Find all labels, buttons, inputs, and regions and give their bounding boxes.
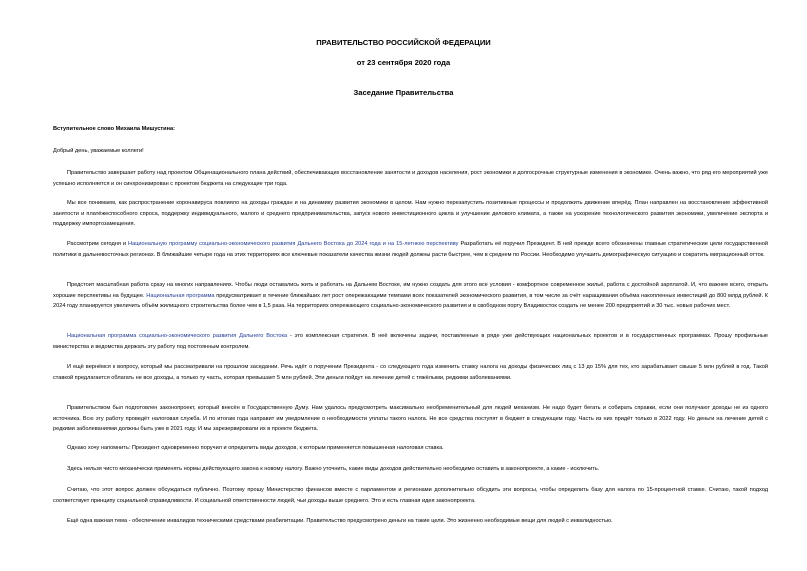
paragraph-5-text: - это комплексная стратегия. В неё включены задачи, поставленные в ряде уже действующих национальных проектов и в государственных программах. Прошу профильные министерства и ведомства держать эту работу под постоянным контролем.: [53, 333, 768, 350]
paragraph-11: Ещё одна важная тема - обеспечение инвалидов техническими средствами реабилитации. Правительство предусмотрено деньги на такие цели. Это жизненно необходимые вещи для людей с инвалидностью.: [67, 518, 613, 524]
document-date: от 23 сентября 2020 года: [356, 58, 451, 67]
government-title: ПРАВИТЕЛЬСТВО РОССИЙСКОЙ ФЕДЕРАЦИИ: [316, 38, 491, 47]
greeting: Добрый день, уважаемые коллеги!: [53, 148, 144, 154]
paragraph-4-text-end: предусматривает в течение ближайших лет рост опережающими темпами всех показателей экономического развития, в том числе за счёт наращивания объёма накопленных инвестиций до 800 млрд рублей. К 2024 году планируется увеличить объём жилищного строительства более чем в 1,5 раза. На территориях опережающего социально-экономического развития и в свободном порту Владивосток создать не менее 200 предприятий и 30 тыс. новых рабочих мест.: [53, 292, 768, 309]
speech-lead: Вступительное слово Михаила Мишустина:: [53, 126, 175, 132]
paragraph-10: Считаю, что этот вопрос должен обсуждаться публично. Поэтому прошу Министерство финансов вместе с парламентом и регионами дополнительно обсудить эти вопросы, чтобы определить базу для налога по 15-процентной ставке. Считаю, такой подход соответствует принципу социальной справедливости. И социальной ответственности людей, чьи доходы выше среднего. Это и есть главная идея законопроекта.: [53, 487, 768, 504]
paragraph-3-text-start: Рассмотрим сегодня и: [67, 241, 129, 247]
paragraph-9: Здесь нельзя чисто механически применять нормы действующего закона к новому налогу. Важно уточнить, какие виды доходов действительно необходимо оставить в законопроекте, а какие - исключить.: [67, 466, 600, 472]
national-program-link[interactable]: Национальная программа: [146, 292, 215, 299]
paragraph-6: И ещё вернёмся к вопросу, который мы рассматривали на прошлом заседании. Речь идёт о поручении Президента - со следующего года изменить ставку налога на доходы физических лиц с 13 до 15% для тех, кто зарабатывает свыше 5 млн рублей в год. Такой ставкой предлагается облагать не все доходы, а только ту часть, которая превышает 5 млн рублей. Эти деньги пойдут на лечение детей с тяжёлыми, редкими заболеваниями.: [53, 364, 768, 381]
paragraph-4: [53, 280, 768, 312]
paragraph-7: Правительством был подготовлен законопроект, который внесён в Государственную Думу. Нам удалось предусмотреть максимально необременительный для людей механизм. Не надо будет бегать и собирать справки, если они получают доходы не из одного источника. Всю эту работу проведёт налоговая служба. И по итогам года направит им уведомление о необходимости уплаты такого налога. Не все средства поступят в бюджет в следующем году. Часть из них придёт только в 2022 году. Но деньги на лечение детей с редкими заболеваниями должны быть уже в 2021 году. И мы зарезервировали их в проекте бюджета.: [53, 405, 768, 432]
paragraph-3: [53, 239, 768, 260]
paragraph-2: Мы все понимаем, как распространение коронавируса повлияло на доходы граждан и на динамику развития экономики в целом. Нам нужно перезапустить позитивные процессы и продолжить движение вперёд. План направлен на восстановление эффективной занятости и платёжеспособного спроса, поддержку индивидуального, малого и среднего предпринимательства, запуск нового инвестиционного цикла и улучшение делового климата, а также на ускорение технологического развития экономики, увеличение экспорта и поддержку импортозамещения.: [53, 200, 768, 227]
paragraph-4-text-start: Предстоит масштабная работа сразу на многих направлениях. Чтобы люди оставались жить и работать на Дальнем Востоке, им нужно создать для этого все условия - комфортное современное жильё, работа с достойной зарплатой. И, что важнее всего, открыть хорошие перспективы на будущее.: [53, 282, 768, 299]
paragraph-8: Однако хочу напомнить: Президент одновременно поручил и определить виды доходов, к которым применяется повышенная налоговая ставка.: [67, 445, 444, 451]
event-title: Заседание Правительства: [353, 88, 454, 97]
paragraph-1: Правительство завершает работу над проектом Общенационального плана действий, обеспечивающих восстановление занятости и доходов населения, рост экономики и долгосрочные структурные изменения в экономике. Очень важно, что ряд его мероприятий уже успешно исполняется и он синхронизирован с проектом бюджета на следующие три года.: [53, 170, 768, 187]
far-east-strategy-link[interactable]: Национальная программа социально-экономического развития Дальнего Востока: [67, 333, 288, 339]
paragraph-3-text-end: Разработать её поручил Президент. В ней прежде всего обозначены главные стратегические цели государственной политики в дальневосточных регионах. В ближайшие четыре года на этих территориях все ключевые показатели качества жизни людей должны расти быстрее, чем в среднем по России. Необходимо улучшить демографическую ситуацию и сократить миграционный отток.: [53, 241, 768, 258]
far-east-program-link[interactable]: Национальную программу социально-экономического развития Дальнего Востока до 2024 года и на 15-летнюю перспективу: [128, 241, 459, 247]
paragraph-5: [53, 331, 768, 352]
